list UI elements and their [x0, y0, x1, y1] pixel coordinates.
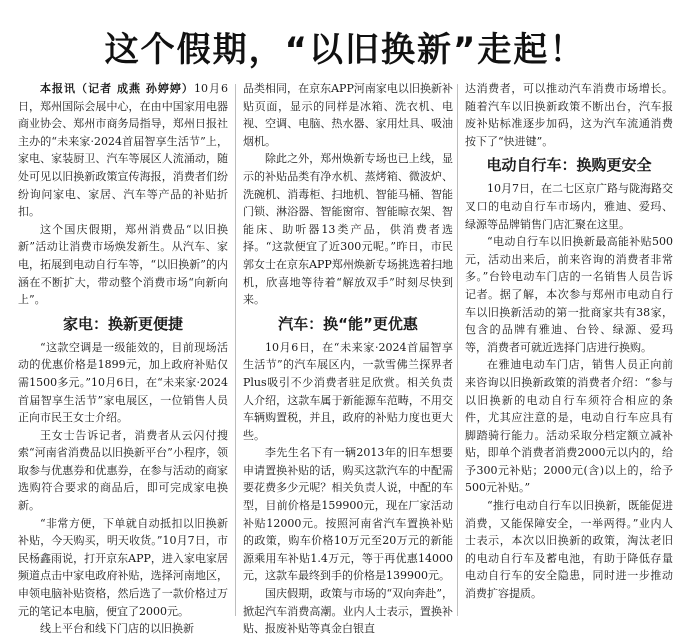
paragraph: 除此之外，郑州焕新专场也已上线，显示的补贴品类有净水机、蒸烤箱、微波炉、洗碗机、消毒柜、扫地机、智能马桶、智能门锁、淋浴器、智能窗帘、智能晾衣架、智能床、助听器13类产品，供消费者选择。“这款便宜了近300元呢。”昨日，市民郭女士在京东APP郑州焕新专场挑选着扫地机，欣喜地等待着“解放双手”时刻尽快到来。 — [243, 152, 453, 307]
paragraph: 10月6日，在“未来家·2024首届智享生活节”的汽车展区内，一款雪佛兰探界者Plus吸引不少消费者驻足欣赏。相关负责人介绍，这款车属于新能源车范畴，不用交车辆购置税，并且，政府的补贴力度也更大些。 — [243, 340, 453, 442]
section-heading-appliances: 家电：换新更便捷 — [62, 314, 183, 333]
paragraph-text: 10月6日，郑州国际会展中心，在由中国家用电器商业协会、郑州市商务局指导，郑州日报社主办的“未来家·2024首届智享生活节”上，家电、家装厨卫、汽车等展区人流涌动，随处可见以旧换新政策宣传海报，消费者们纷纷询问家电、家居、汽车等产品的补贴折扣。 — [18, 82, 228, 219]
paragraph: 线上平台和线下门店的以旧换新 — [40, 622, 194, 636]
paragraph: 达消费者，可以推动汽车消费市场增长。随着汽车以旧换新政策不断出台，汽车报废补贴标准逐步加码，这为汽车流通消费按下了“快进键”。 — [465, 82, 673, 148]
column-divider — [235, 84, 236, 616]
paragraph: 王女士告诉记者，消费者从云闪付搜索“河南省消费品以旧换新平台”小程序，领取参与优惠券和优惠券，在参与活动的商家选购符合要求的商品后，即可完成家电换新。 — [18, 428, 228, 513]
section-heading-cars: 汽车：换“能”更优惠 — [278, 314, 418, 333]
article-column-3 — [465, 80, 673, 623]
paragraph — [18, 80, 228, 221]
paragraph: 这个国庆假期，郑州消费品“以旧换新”活动让消费市场焕发新生。从汽车、家电，拓展到电动自行车等，“以旧换新”的内涵在不断扩大，带动整个消费市场“向新向上”。 — [18, 222, 228, 307]
paragraph: “这款空调是一级能效的，目前现场活动的优惠价格是1899元，加上政府补贴仅需1500多元。”10月6日，在“未来家·2024首届智享生活节”家电展区，一位销售人员正向市民王女士介绍。 — [18, 340, 228, 425]
paragraph: “电动自行车以旧换新最高能补贴500元，活动出来后，前来咨询的消费者非常多。”台铃电动车门店的一名销售人员告诉记者。据了解，本次参与郑州市电动自行车以旧换新活动的第一批商家共有38家，包含的品牌有雅迪、台铃、绿源、爱玛等，消费者可就近选择门店进行换购。 — [465, 235, 673, 354]
headline: 这个假期，“以旧换新”走起！ — [104, 30, 586, 70]
paragraph: 在雅迪电动车门店，销售人员正向前来咨询以旧换新政策的消费者介绍：“参与以旧换新的电动自行车须符合相应的条件，尤其应注意的是，电动自行车应具有脚踏骑行能力。活动采取分档定额立减补贴，即单个消费者消费2000元以内的，给予300元补贴；2000元(含)以上的，给予500元补贴。” — [465, 358, 673, 495]
column-divider — [457, 84, 458, 616]
paragraph: 国庆假期，政策与市场的“双向奔赴”，掀起汽车消费高潮。业内人士表示，置换补贴、报废补贴等真金白银直 — [243, 587, 453, 636]
paragraph: 10月7日，在二七区京广路与陇海路交叉口的电动自行车市场内，雅迪、爱玛、绿源等品牌销售门店汇聚在这里。 — [465, 182, 673, 231]
byline: 本报讯（记者 成燕 孙婷婷） — [40, 82, 194, 95]
article-column-2 — [243, 80, 453, 636]
paragraph: “推行电动自行车以旧换新，既能促进消费，又能保障安全，一举两得。”业内人士表示，本次以旧换新的政策，淘汰老旧的电动自行车及蓄电池，有助于降低存量电动自行车的安全隐患，同时进一步推动消费扩容提质。 — [465, 499, 673, 601]
paragraph: “非常方便，下单就自动抵扣以旧换新补贴，今天购买，明天收货。”10月7日，市民杨鑫雨说，打开京东APP，进入家电家居频道点击中家电政府补贴，选择河南地区，申领电脑补贴资格，然后选了一款价格过万元的笔记本电脑，便宜了2000元。 — [18, 516, 228, 618]
article-column-1 — [18, 80, 228, 636]
paragraph: 品类相同，在京东APP河南家电以旧换新补贴页面，显示的同样是冰箱、洗衣机、电视、空调、电脑、热水器、家用灶具、吸油烟机。 — [243, 82, 453, 148]
paragraph: 李先生名下有一辆2013年的旧车想要申请置换补贴的话，购买这款汽车的中配需要花费多少元呢？相关负责人说，中配的车型，目前价格是159900元，现在厂家活动补贴12000元。按照河南省汽车置换补贴的政策，购车价格10万元至20万元的新能源乘用车补贴1.4万元，等于再优惠14000元，这款车最终到手的价格是139900元。 — [243, 446, 453, 583]
section-heading-ebikes: 电动自行车：换购更安全 — [486, 156, 652, 175]
